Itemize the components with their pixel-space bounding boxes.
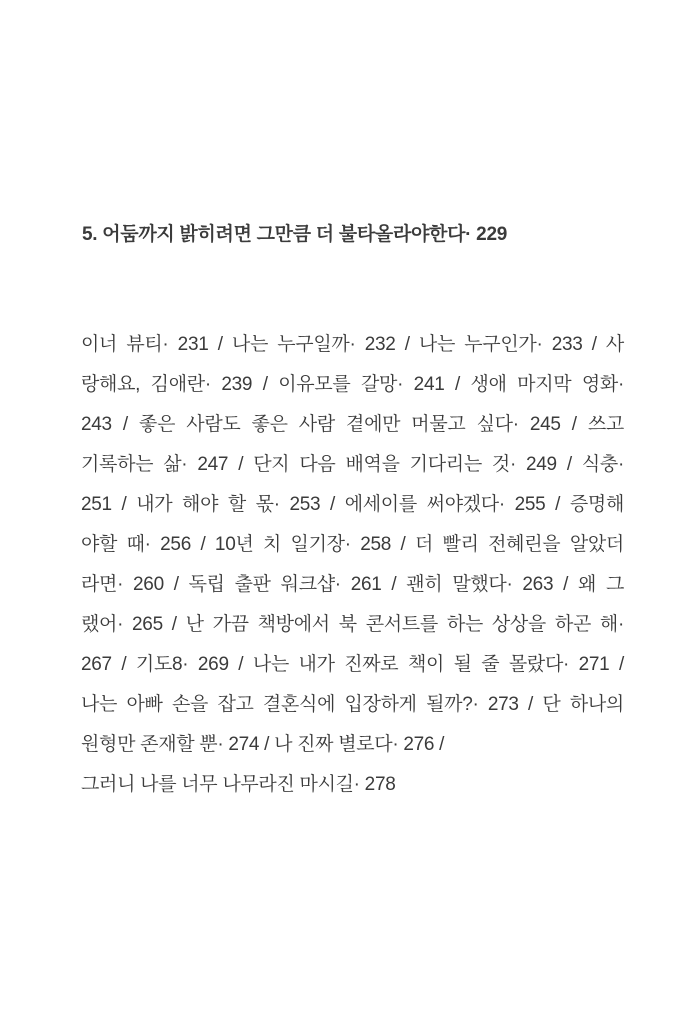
toc-line: 랑해요, 김애란· 239 / 이유모를 갈망· 241 / 생애 마지막 영화· <box>81 374 624 395</box>
toc-line: 나는 아빠 손을 잡고 결혼식에 입장하게 될까?· 273 / 단 하나의 <box>81 694 624 715</box>
toc-line: 야할 때· 256 / 10년 치 일기장· 258 / 더 빨리 전혜린을 알았더 <box>81 534 624 555</box>
toc-line: 이너 뷰티· 231 / 나는 누구일까· 232 / 나는 누구인가· 233 / 사 <box>81 334 624 355</box>
toc-line: 251 / 내가 해야 할 몫· 253 / 에세이를 써야겠다· 255 / 증명해 <box>81 494 624 515</box>
toc-line: 243 / 좋은 사람도 좋은 사람 곁에만 머물고 싶다· 245 / 쓰고 <box>81 414 624 435</box>
toc-entries <box>81 325 624 805</box>
toc-line: 기록하는 삶· 247 / 단지 다음 배역을 기다리는 것· 249 / 식충· <box>81 454 624 475</box>
toc-line: 그러니 나를 너무 나무라진 마시길· 278 <box>81 774 396 795</box>
chapter-heading: 5. 어둠까지 밝히려면 그만큼 더 불타올라야한다· 229 <box>82 224 507 245</box>
toc-line: 라면· 260 / 독립 출판 워크샵· 261 / 괜히 말했다· 263 / 왜 그 <box>81 574 624 595</box>
toc-line: 원형만 존재할 뿐· 274 / 나 진짜 별로다· 276 / <box>81 734 445 755</box>
toc-line: 267 / 기도8· 269 / 나는 내가 진짜로 책이 될 줄 몰랐다· 271 / <box>81 654 624 675</box>
toc-line: 랬어· 265 / 난 가끔 책방에서 북 콘서트를 하는 상상을 하곤 해· <box>81 614 624 635</box>
